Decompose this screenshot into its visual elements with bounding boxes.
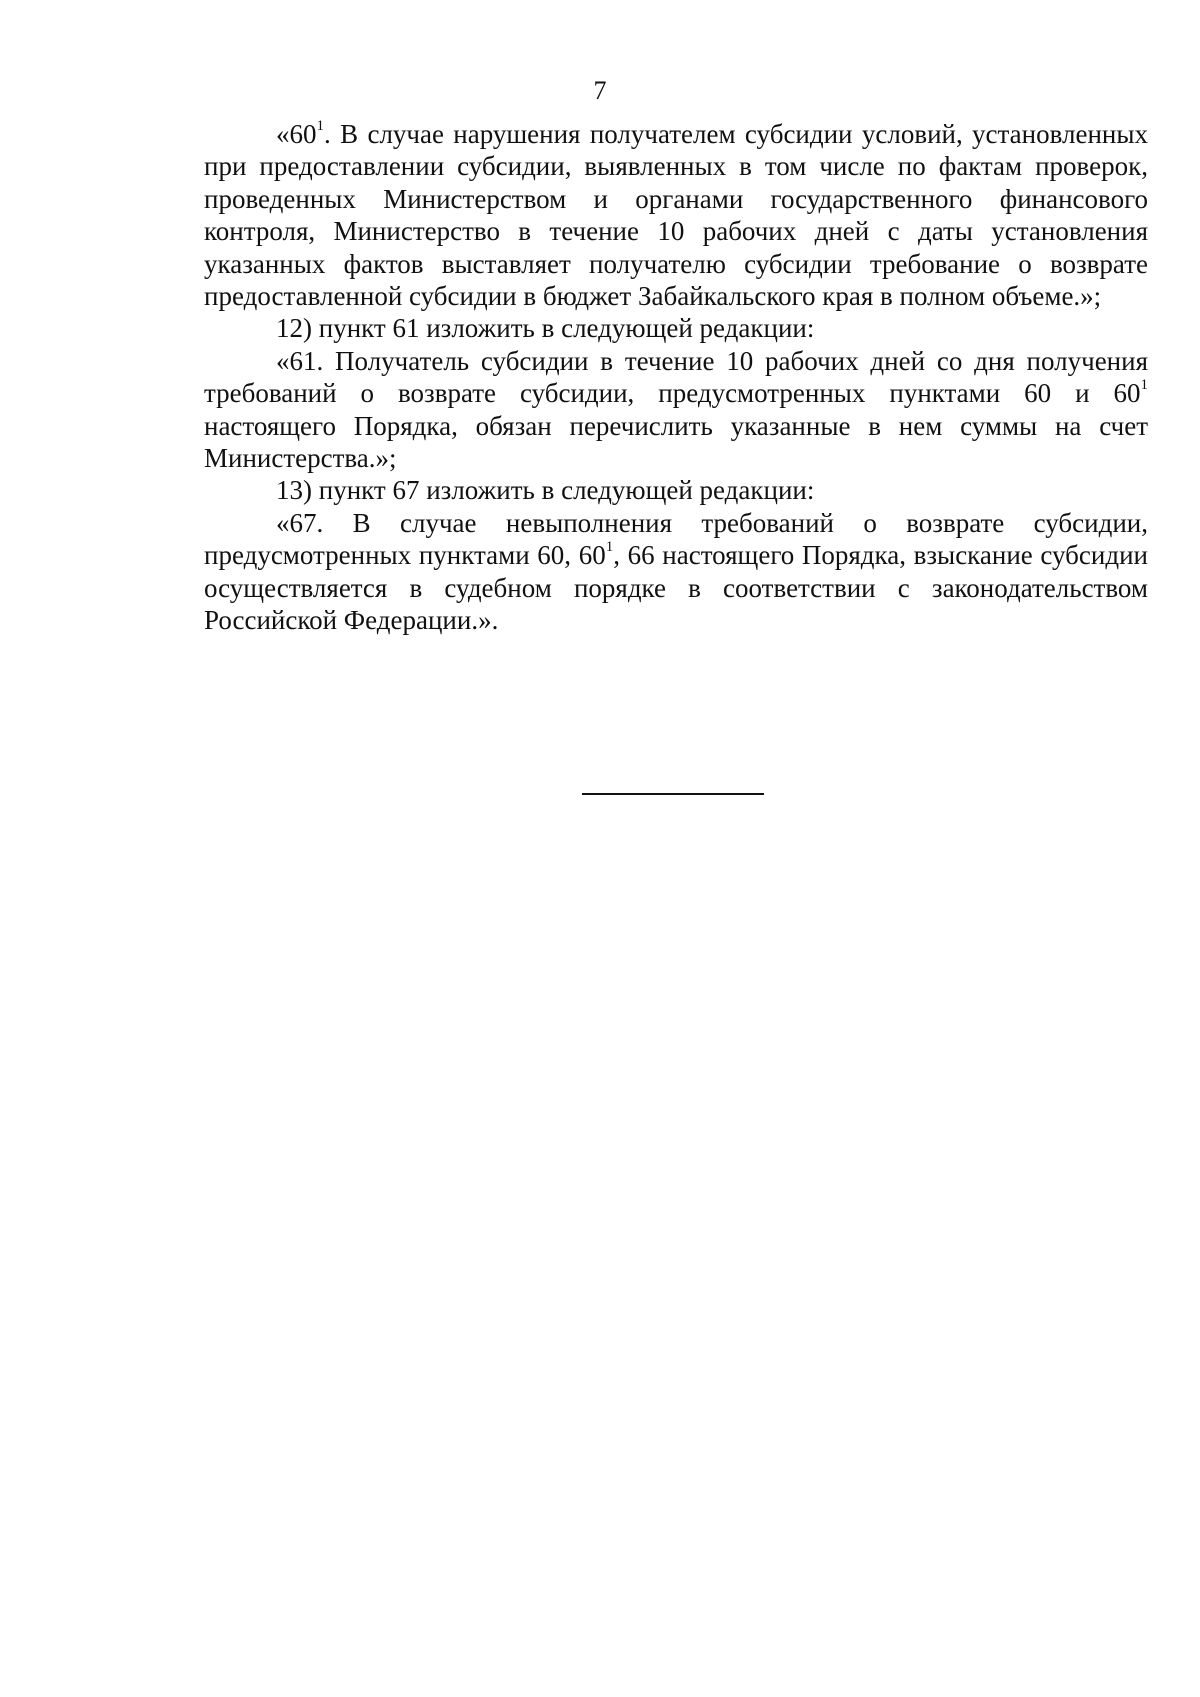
- paragraph-67: [204, 507, 1148, 637]
- paragraph-text: «61. Получатель субсидии в течение 10 рабочих дней со дня получения требований о возврате субсидии, предусмотренных пунктами 60 и 60: [204, 345, 1148, 409]
- superscript-index: 1: [605, 539, 614, 556]
- superscript-index: 1: [1140, 377, 1148, 394]
- paragraph-text: 12) пункт 61 изложить в следующей редакции:: [276, 313, 815, 344]
- end-separator-line: [582, 793, 764, 795]
- paragraph-text: «60: [276, 119, 317, 149]
- paragraph-text: настоящего Порядка, обязан перечислить указанные в нем суммы на счет Министерства.»;: [204, 410, 1148, 474]
- paragraph-text: . В случае нарушения получателем субсидии условий, установленных при предоставлении субсидии, выявленных в том числе по фактам проверок, проведенных Министерством и органами государственного финансового контроля, Министерство в течение 10 рабочих дней с даты установления указанных фактов выставляет получателю субсидии требование о возврате предоставленной субсидии в бюджет Забайкальского края в полном объеме.»;: [204, 119, 1148, 312]
- paragraph-item-12: [204, 312, 1148, 344]
- paragraph-text: 13) пункт 67 изложить в следующей редакции:: [276, 475, 815, 506]
- paragraph-item-13: [204, 474, 1148, 506]
- document-body: [204, 118, 1148, 637]
- superscript-index: 1: [316, 118, 324, 134]
- paragraph-text: «67. В случае невыполнения требований о возврате субсидии, предусмотренных пунктами 60, 60: [204, 507, 1148, 571]
- paragraph-60-1: [204, 118, 1148, 312]
- page-number: 7: [593, 76, 607, 105]
- paragraph-61: [204, 345, 1148, 475]
- paragraph-text: , 66 настоящего Порядка, взыскание субсидии осуществляется в судебном порядке в соответствии с законодательством Российской Федерации.».: [204, 540, 1148, 636]
